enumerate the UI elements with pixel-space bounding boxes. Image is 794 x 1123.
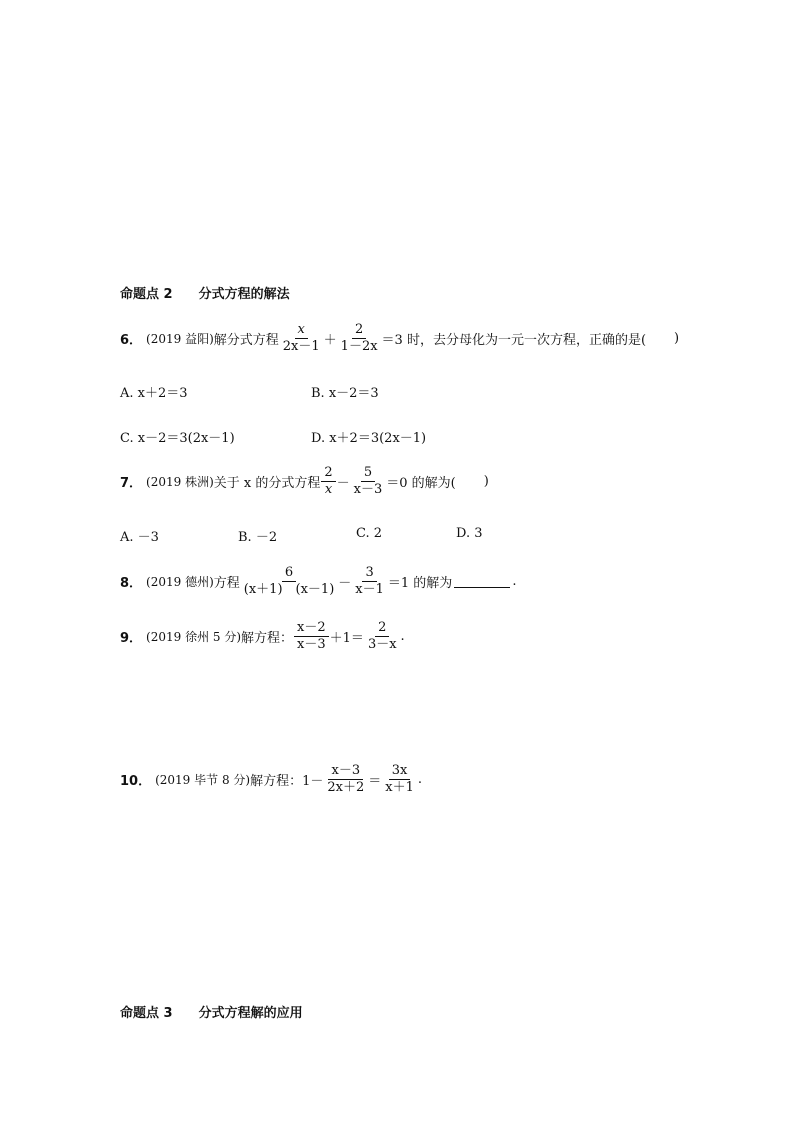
period: . [512, 573, 517, 589]
question-6 [120, 323, 679, 353]
question-number: 8． [120, 575, 143, 591]
section-title: 分式方程解的应用 [198, 1006, 303, 1021]
question-text: 关于 x 的分式方程 [213, 475, 321, 491]
numerator: x－2 [294, 621, 329, 637]
denominator: (x＋1) (x－1) [243, 581, 335, 597]
section-label: 命题点 3 [120, 1006, 173, 1021]
question-source: (2019 益阳) [146, 331, 214, 346]
answer-paren-close: ) [483, 473, 489, 489]
section-title: 分式方程的解法 [198, 287, 290, 302]
question-10 [120, 764, 422, 794]
fraction [352, 566, 387, 596]
numerator: x－3 [328, 764, 363, 780]
question-text: ＝1 的解为 [387, 575, 453, 591]
numerator: 2 [321, 466, 335, 482]
operator: － [338, 575, 352, 591]
numerator: 3 [362, 566, 376, 582]
question-source: (2019 毕节 8 分) [155, 772, 251, 787]
fraction [321, 466, 335, 496]
numerator: 2 [352, 323, 366, 339]
operator: ＋1＝ [329, 630, 364, 646]
numerator: x [295, 323, 308, 339]
fraction [382, 764, 417, 794]
question-8 [120, 566, 516, 596]
question-number: 7． [120, 475, 143, 491]
fraction [241, 566, 338, 596]
option-d: D. 3 [456, 526, 483, 541]
option-c: C. x－2＝3(2x－1) [120, 431, 235, 446]
numerator: 5 [361, 466, 375, 482]
fraction [324, 764, 367, 794]
numerator: 3x [389, 764, 411, 780]
question-number: 10． [120, 773, 152, 789]
period: . [417, 771, 422, 787]
fraction [351, 466, 386, 496]
question-source: (2019 株洲) [146, 474, 214, 489]
section-label: 命题点 2 [120, 287, 173, 302]
denominator: 3－x [367, 636, 397, 652]
answer-blank[interactable] [454, 575, 510, 588]
question-text: 方程 [213, 575, 240, 591]
question-9 [120, 621, 405, 651]
option-d: D. x＋2＝3(2x－1) [311, 431, 427, 446]
period: . [400, 628, 405, 644]
denominator: 2x－1 [282, 338, 320, 354]
denominator: x＋1 [385, 779, 414, 795]
question-source: (2019 徐州 5 分) [146, 629, 242, 644]
option-b: B. －2 [238, 530, 278, 545]
section-heading-3 [120, 1002, 303, 1021]
question-text: ＝3 时，去分母化为一元一次方程，正确的是( [381, 332, 647, 348]
operator: ＝ [368, 773, 382, 789]
numerator: 6 [282, 566, 296, 582]
question-source: (2019 德州) [146, 574, 214, 589]
operator: ＋ [323, 332, 337, 348]
fraction [338, 323, 381, 353]
operator: － [336, 475, 350, 491]
question-text: 解分式方程 [213, 332, 279, 348]
question-text: 解方程： [241, 630, 294, 646]
question-text: 解方程：1－ [250, 773, 324, 789]
option-a: A. －3 [120, 530, 159, 545]
numerator: 2 [375, 621, 389, 637]
question-number: 6． [120, 332, 143, 348]
question-number: 9． [120, 630, 143, 646]
denominator: x [324, 481, 333, 497]
section-heading-2 [120, 283, 290, 302]
fraction [280, 323, 323, 353]
fraction [294, 621, 329, 651]
fraction [365, 621, 400, 651]
option-b: B. x－2＝3 [311, 386, 379, 401]
denominator: 2x＋2 [327, 779, 365, 795]
option-c: C. 2 [356, 526, 383, 541]
denominator: x－1 [355, 581, 384, 597]
denominator: x－3 [353, 481, 383, 497]
question-text: ＝0 的解为( [386, 475, 456, 491]
answer-paren-close: ) [674, 330, 680, 346]
option-a: A. x＋2＝3 [120, 386, 188, 401]
denominator: 1－2x [340, 338, 378, 354]
question-7 [120, 466, 489, 496]
denominator: x－3 [297, 636, 326, 652]
